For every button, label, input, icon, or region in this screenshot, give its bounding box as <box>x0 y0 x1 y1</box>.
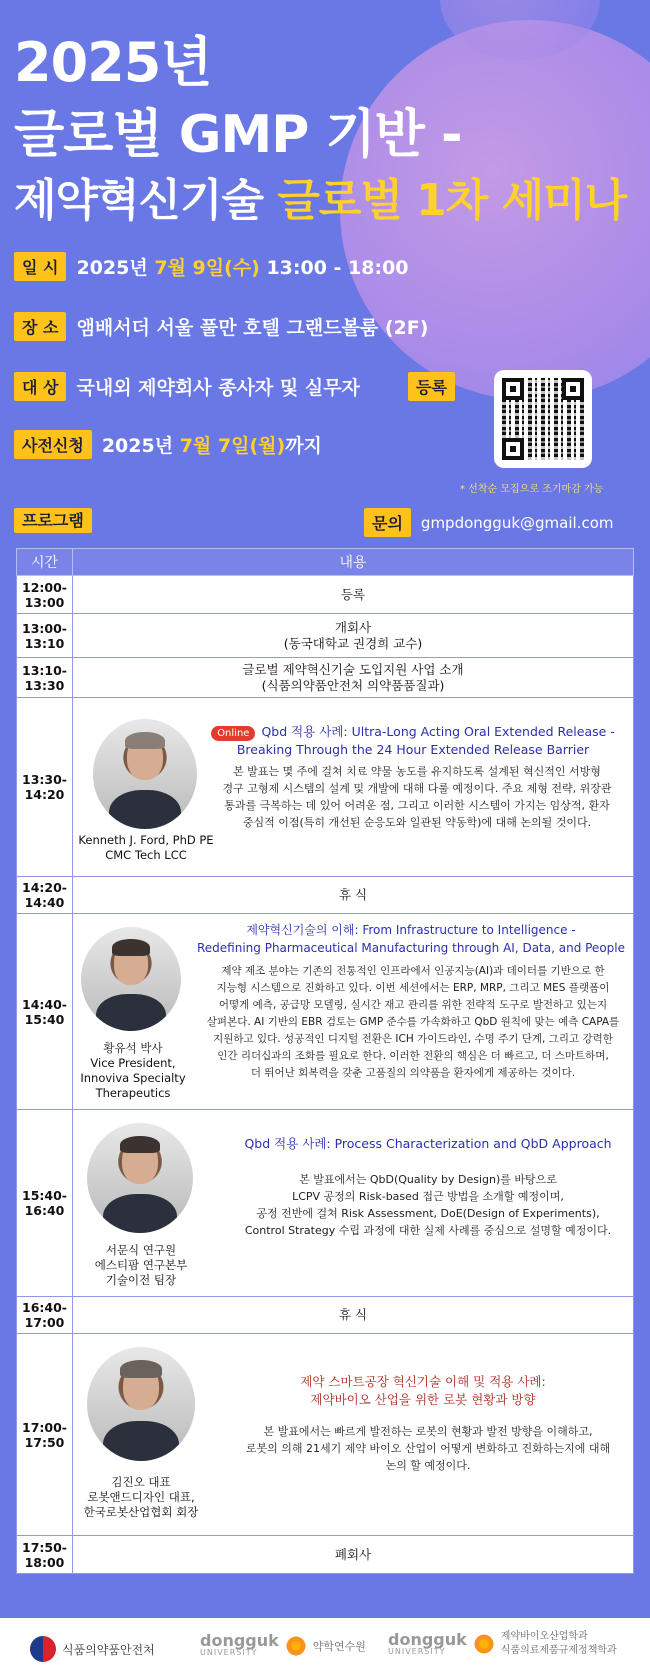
talk-hwang <box>73 915 633 1109</box>
dongguk-sub: UNIVERSITY <box>200 1648 258 1657</box>
place-tag: 장 소 <box>14 312 66 341</box>
qr-pattern <box>502 378 584 460</box>
talk-body: 제약 제조 분야는 기존의 전통적인 인프라에서 인공지능(AI)과 데이터를 기반으로 한 지능형 시스템으로 진화하고 있다. 이번 세션에서는 ERP, MRP, 그리고 MES 플랫폼이 어떻게 예측, 공급망 모델링, 실시간 재고 관리를 위한 전략적 도구로 발전하고 있는지 살펴본다. AI 기반의 EBR 검토는 GMP 준수를 가속화하고 QbD 원칙에 맞는 예측 CAPA를 지원하고 있다. 성공적인 디지털 전환은 ICH 가이드라인, 수명 주기 단계, 그리고 강력한 인간 리더십과의 조화를 필요로 한다. 이러한 전환의 핵심은 더 빠르고, 더 스마트하며, 더 뛰어난 회복력을 갖춘 고품질의 의약품을 환자에게 제공하는 것이다. <box>206 964 620 1079</box>
talk-body: 본 발표는 몇 주에 걸쳐 치료 약물 농도를 유지하도록 설계된 혁신적인 서방형 경구 고형제 시스템의 설계 및 개발에 대해 다룰 예정이다. 주요 제형 전략, 위장관 통과를 극복하는 데 있어 어려운 점, 그리고 이러한 시스템이 가지는 임상적, 환자 중심적 이점(특히 개선된 순응도와 일관된 약동학)에 대해 논의될 것이다. <box>222 764 612 829</box>
footer <box>0 1618 650 1679</box>
time-cell: 17:50- 18:00 <box>17 1536 73 1574</box>
dongguk-sub: UNIVERSITY <box>388 1646 446 1656</box>
contact <box>364 508 613 537</box>
talk-cell <box>73 698 634 877</box>
talk-title <box>203 723 623 759</box>
photo-hair <box>120 1360 161 1378</box>
schedule-table <box>16 548 634 1574</box>
contact-email[interactable]: gmpdongguk@gmail.com <box>420 513 614 532</box>
table-row <box>17 914 634 1110</box>
speaker-photo <box>87 1123 193 1233</box>
mfds-label: 식품의약품안전처 <box>62 1642 155 1657</box>
time-cell: 12:00- 13:00 <box>17 576 73 614</box>
dongguk-logo-2 <box>388 1630 617 1658</box>
qr-finder-bottom-left <box>502 438 524 460</box>
target-row <box>14 372 360 401</box>
time-cell: 13:00- 13:10 <box>17 614 73 658</box>
content-cell: 등록 <box>73 576 634 614</box>
speaker-photo <box>81 927 181 1031</box>
dongguk-label-1: 약학연수원 <box>312 1639 366 1653</box>
content-cell: 개회사 (동국대학교 권경희 교수) <box>73 614 634 658</box>
talk-title-text: Qbd 적용 사례: Ultra-Long Acting Oral Extended Release - Breaking Through the 24 Hour Extended Release Barrier <box>236 723 615 757</box>
talk-cell <box>73 1334 634 1536</box>
preregister-highlight: 7월 7일(월) <box>179 435 286 457</box>
title-line3 <box>14 164 626 228</box>
talk-kenneth <box>73 699 633 876</box>
table-row <box>17 1334 634 1536</box>
qr-finder-top-right <box>562 378 584 400</box>
date-tag: 일 시 <box>14 252 66 281</box>
dongguk-word: dongguk <box>388 1629 467 1649</box>
time-cell: 15:40- 16:40 <box>17 1110 73 1297</box>
table-row <box>17 698 634 877</box>
title-year: 2025년 <box>14 31 212 94</box>
table-row <box>17 576 634 614</box>
talk-seo <box>73 1111 633 1296</box>
qr-finder-top-left <box>502 378 524 400</box>
dongguk-label-2: 제약바이오산업학과 식품의료제품규제정책학과 <box>500 1631 617 1656</box>
dongguk-flower-icon <box>285 1635 307 1657</box>
talk-body: 본 발표에서는 빠르게 발전하는 로봇의 현황과 발전 방향을 이해하고, 로봇의 의해 21세기 제약 바이오 산업이 어떻게 변화하고 진화하는지에 대해 논의 할 예정이다. <box>245 1424 611 1472</box>
table-header <box>17 549 634 576</box>
speaker-caption: 황유석 박사 Vice President, Innoviva Specialty Therapeutics <box>80 1040 186 1100</box>
photo-suit <box>103 1421 179 1461</box>
dongguk-wordmark-2 <box>388 1629 467 1656</box>
speaker-caption: Kenneth J. Ford, PhD PE CMC Tech LCC <box>78 832 214 862</box>
dongguk-logo-1 <box>200 1631 366 1657</box>
speaker-caption: 김진오 대표 로봇앤드디자인 대표, 한국로봇산업협회 회장 <box>83 1474 199 1519</box>
register-row <box>408 372 465 401</box>
place-text: 앰배서더 서울 풀만 호텔 그랜드볼룸 (2F) <box>76 317 429 339</box>
date-text <box>76 253 408 280</box>
program-tag: 프로그램 <box>14 508 92 533</box>
content-cell: 글로벌 제약혁신기술 도입지원 사업 소개 (식품의약품안전처 의약품품질과) <box>73 658 634 698</box>
dongguk-flower-icon <box>473 1633 495 1655</box>
place-row <box>14 312 428 341</box>
preregister-row <box>14 430 322 459</box>
talk-title: Qbd 적용 사례: Process Characterization and QbD Approach <box>244 1135 612 1151</box>
time-cell: 13:30- 14:20 <box>17 698 73 877</box>
time-cell: 13:10- 13:30 <box>17 658 73 698</box>
preregister-post: 까지 <box>285 435 322 457</box>
table-row <box>17 877 634 914</box>
speaker-caption: 서문식 연구원 에스티팜 연구본부 기술이전 팀장 <box>94 1242 188 1287</box>
col-content: 내용 <box>73 549 634 576</box>
table-row <box>17 1536 634 1574</box>
register-tag: 등록 <box>408 372 455 401</box>
content-cell: 휴 식 <box>73 1297 634 1334</box>
talk-body: 본 발표에서는 QbD(Quality by Design)를 바탕으로 LCPV 공정의 Risk-based 접근 방법을 소개할 예정이며, 공정 전반에 걸쳐 Risk Assessment, DoE(Design of Experiments), Control Strategy 수립 과정에 대한 실제 사례를 중심으로 설명할 예정이다. <box>244 1172 612 1237</box>
date-post: 13:00 - 18:00 <box>259 257 409 279</box>
speaker-photo <box>87 1347 195 1461</box>
preregister-pre: 2025년 <box>101 435 180 457</box>
dongguk-word: dongguk <box>200 1631 279 1650</box>
mfds-logo <box>30 1636 155 1662</box>
speaker-photo <box>93 719 197 829</box>
dongguk-wordmark-1 <box>200 1631 279 1657</box>
mfds-emblem-icon <box>30 1636 56 1662</box>
program-tag-wrap <box>14 508 102 531</box>
preregister-text <box>102 431 322 458</box>
photo-suit <box>109 790 182 829</box>
talk-cell <box>73 1110 634 1297</box>
date-highlight: 7월 9일(수) <box>154 257 260 279</box>
talk-title: 제약혁신기술의 이해: From Infrastructure to Intelligence - Redefining Pharmaceutical Manufacturing through AI, Data, and People <box>197 922 625 955</box>
content-cell: 폐회사 <box>73 1536 634 1574</box>
target-tag: 대 상 <box>14 372 66 401</box>
contact-tag: 문의 <box>364 508 411 537</box>
time-cell: 16:40- 17:00 <box>17 1297 73 1334</box>
title-line3-highlight: 글로벌 1차 세미나 <box>277 175 627 226</box>
time-cell: 14:40- 15:40 <box>17 914 73 1110</box>
talk-title: 제약 스마트공장 혁신기술 이해 및 적용 사례: 제약바이오 산업을 위한 로봇 현황과 방향 <box>300 1373 546 1407</box>
table-row <box>17 1110 634 1297</box>
date-pre: 2025년 <box>76 257 155 279</box>
title-line3-white: 제약혁신기술 <box>14 175 278 226</box>
talk-cell <box>73 914 634 1110</box>
photo-hair <box>125 732 165 750</box>
photo-hair <box>112 939 150 956</box>
content-cell: 휴 식 <box>73 877 634 914</box>
photo-suit <box>103 1194 177 1233</box>
early-close-note: * 선착순 모집으로 조기마감 가능 <box>460 484 604 495</box>
title-line2: 글로벌 GMP 기반 - <box>14 105 462 165</box>
table-row <box>17 658 634 698</box>
photo-hair <box>120 1136 160 1154</box>
target-text: 국내외 제약회사 종사자 및 실무자 <box>76 377 360 399</box>
online-badge: Online <box>211 726 255 741</box>
table-row <box>17 1297 634 1334</box>
time-cell: 17:00- 17:50 <box>17 1334 73 1536</box>
talk-kim <box>73 1335 633 1535</box>
photo-suit <box>96 994 166 1030</box>
registration-qr-code[interactable] <box>494 370 592 468</box>
col-time: 시간 <box>17 549 73 576</box>
date-row <box>14 252 409 281</box>
preregister-tag: 사전신청 <box>14 430 92 459</box>
time-cell: 14:20- 14:40 <box>17 877 73 914</box>
table-row <box>17 614 634 658</box>
